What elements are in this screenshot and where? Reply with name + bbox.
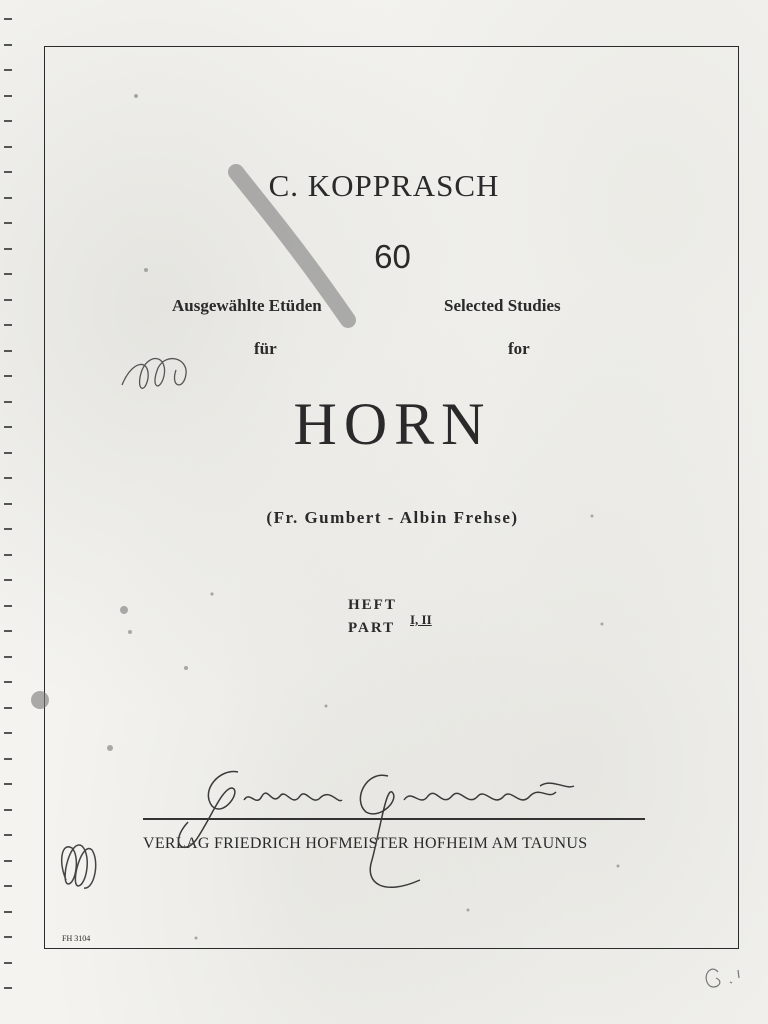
binding-hole [4,936,12,938]
binding-hole [4,681,12,683]
binding-hole [4,732,12,734]
editors-line: (Fr. Gumbert - Albin Frehse) [266,508,519,527]
binding-hole [4,375,12,377]
binding-hole [4,834,12,836]
for-english: for [508,339,530,358]
binding-hole [4,860,12,862]
binding-hole [4,987,12,989]
publisher-line: VERLAG FRIEDRICH HOFMEISTER HOFHEIM AM TAUNUS [143,835,588,852]
binding-hole [4,528,12,530]
binding-hole [4,758,12,760]
binding-hole [4,707,12,709]
binding-hole [4,579,12,581]
binding-hole [4,605,12,607]
binding-hole [4,120,12,122]
binding-hole [4,324,12,326]
binding-hole [4,350,12,352]
plate-number: FH 3104 [62,934,91,943]
subtitle-german: Ausgewählte Etüden [172,296,322,315]
binding-hole [4,809,12,811]
binding-hole [4,69,12,71]
binding-hole [4,95,12,97]
binding-hole [4,222,12,224]
volume-numbers: I, II [410,612,432,627]
binding-hole [4,656,12,658]
etude-count: 60 [374,238,411,275]
binding-hole [4,146,12,148]
binding-hole [4,44,12,46]
binding-hole [4,554,12,556]
heft-label: HEFT [348,597,397,613]
binding-hole [4,911,12,913]
instrument-title: HORN [293,391,492,457]
binding-hole [4,18,12,20]
part-label: PART [348,620,396,636]
for-german: für [254,339,277,358]
binding-hole [4,885,12,887]
binding-hole [4,962,12,964]
binding-hole [4,503,12,505]
binding-hole [4,630,12,632]
binding-hole [4,477,12,479]
binding-hole [4,299,12,301]
composer-name: C. KOPPRASCH [268,168,500,203]
subtitle-english: Selected Studies [444,296,561,315]
binding-hole [4,783,12,785]
publisher-rule [143,818,645,820]
